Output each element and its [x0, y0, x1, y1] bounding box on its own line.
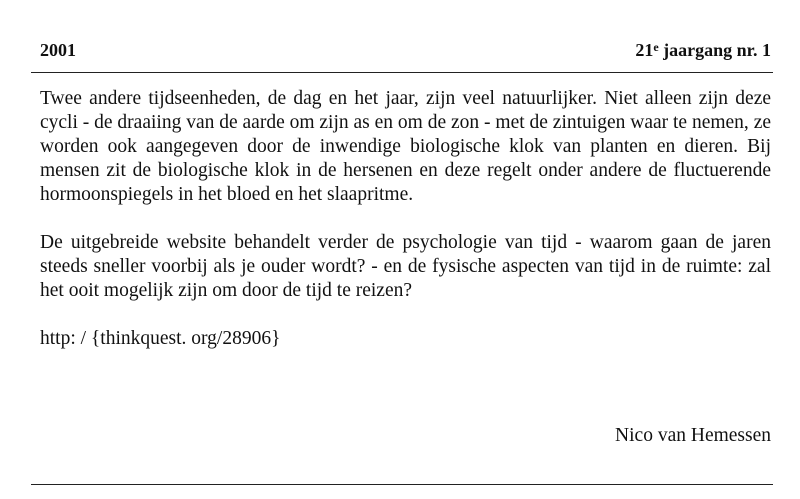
website-url: http: / {thinkquest. org/28906}: [40, 328, 281, 349]
author-name: Nico van Hemessen: [615, 425, 771, 446]
paragraph-1: Twee andere tijdseenheden, de dag en het jaar, zijn veel natuurlijker. Niet alleen zijn deze cycli - de draaiing van de aarde om zijn as en om de zon - met de zintuigen waar te nemen, ze worden ook aangegeven door de inwendige biologische klok van planten en dieren. Bij mensen zit de biologische klok in de hersenen en deze regelt onder andere de fluctuerende hormoonspiegels in het bloed en het slaapritme.: [40, 88, 771, 205]
article-body: [40, 87, 771, 351]
header-divider: [31, 72, 773, 73]
page-header: [40, 36, 771, 64]
issue-label: jaargang nr. 1: [658, 40, 771, 60]
issue-number: 21: [635, 40, 654, 60]
footer-divider: [31, 484, 773, 485]
header-issue: [635, 36, 771, 64]
issue-superscript: e: [653, 40, 659, 54]
header-year: 2001: [40, 40, 76, 60]
paragraph-2: De uitgebreide website behandelt verder de psychologie van tijd - waarom gaan de jaren steeds sneller voorbij als je ouder wordt? - en de fysische aspecten van tijd in de ruimte: zal het ooit mogelijk zijn om door de tijd te reizen?: [40, 232, 771, 301]
